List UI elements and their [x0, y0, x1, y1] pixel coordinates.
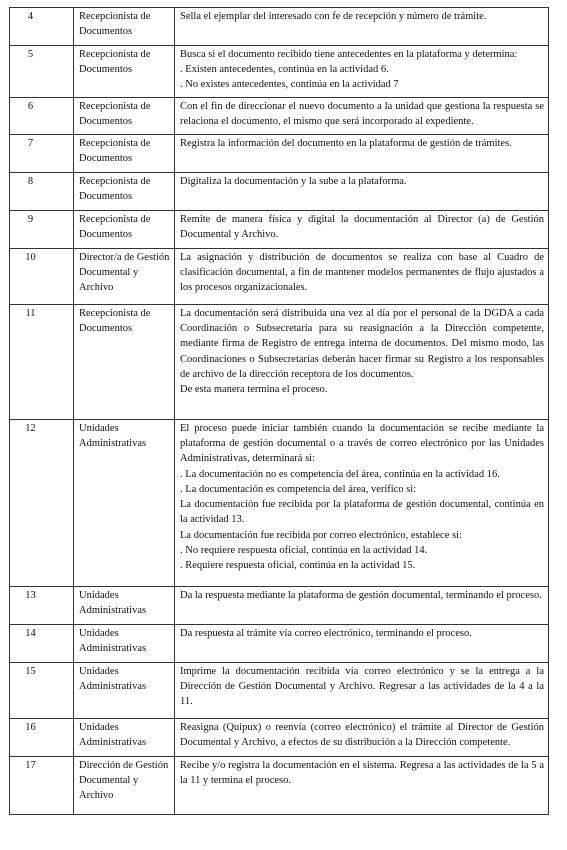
activity-row: [10, 587, 549, 625]
description-line: . La documentación es competencia del área, verifico si:: [180, 483, 417, 495]
activity-responsible: Recepcionista de Documentos: [74, 135, 175, 173]
description-line: La documentación será distribuida una vez al día por el personal de la DGDA a cada Coordinación o Subsecretaría para su reasignación a la Dirección competente, mediante firma de Registro de entrega interna de documentos. Del mismo modo, las Coordinaciones o Subsecretarías deberán hacer firmar su Registro a los responsables de archivo de la dirección receptora de los documentos.: [180, 308, 544, 380]
description-line: . Existen antecedentes, continúa en la actividad 6.: [180, 64, 389, 76]
activity-responsible: Recepcionista de Documentos: [74, 98, 175, 135]
activity-row: [10, 719, 549, 757]
activity-number: 11: [10, 305, 74, 420]
activity-description: [175, 173, 549, 211]
activity-number: 16: [10, 719, 74, 757]
description-line: Remite de manera física y digital la documentación al Director (a) de Gestión Documental y Archivo.: [180, 214, 544, 241]
activity-number: 9: [10, 211, 74, 249]
description-line: Da respuesta al trámite vía correo electrónico, terminando el proceso.: [180, 628, 472, 639]
activity-responsible: Unidades Administrativas: [74, 587, 175, 625]
activity-number: 4: [10, 8, 74, 46]
description-line: Registra la información del documento en la plataforma de gestión de trámites.: [180, 138, 512, 149]
activity-row: [10, 211, 549, 249]
description-line: . No existes antecedentes, continúa en la actividad 7: [180, 79, 399, 91]
description-line: Busca si el documento recibido tiene antecedentes en la plataforma y determina:: [180, 49, 518, 60]
activity-number: 7: [10, 135, 74, 173]
activity-description: [175, 135, 549, 173]
activity-responsible: Recepcionista de Documentos: [74, 173, 175, 211]
activity-row: [10, 757, 549, 815]
activity-responsible: Recepcionista de Documentos: [74, 305, 175, 420]
activity-responsible: Unidades Administrativas: [74, 420, 175, 587]
activity-description: [175, 719, 549, 757]
activity-responsible: Unidades Administrativas: [74, 625, 175, 663]
activity-number: 12: [10, 420, 74, 587]
activity-table: [9, 7, 549, 815]
activity-description: [175, 625, 549, 663]
activity-row: [10, 46, 549, 98]
activity-number: 5: [10, 46, 74, 98]
activity-description: [175, 587, 549, 625]
activity-row: [10, 420, 549, 587]
description-line: La asignación y distribución de documentos se realiza con base al Cuadro de clasificación documental, a fin de mantener modelos permanentes de flujo ajustados a los procesos organizacionales.: [180, 252, 544, 294]
activity-row: [10, 305, 549, 420]
description-line: . La documentación no es competencia del área, continúa en la actividad 16.: [180, 468, 500, 480]
activity-responsible: Unidades Administrativas: [74, 719, 175, 757]
activity-responsible: Recepcionista de Documentos: [74, 46, 175, 98]
description-line: La documentación fue recibida por la plataforma de gestión documental, continúa en la actividad 13.: [180, 499, 544, 526]
activity-number: 6: [10, 98, 74, 135]
description-line: Sella el ejemplar del interesado con fe de recepción y número de trámite.: [180, 11, 487, 22]
description-line: De esta manera termina el proceso.: [180, 384, 328, 396]
activity-description: [175, 211, 549, 249]
activity-row: [10, 135, 549, 173]
activity-description: [175, 420, 549, 587]
activity-description: [175, 757, 549, 815]
activity-number: 10: [10, 249, 74, 305]
activity-row: [10, 249, 549, 305]
activity-number: 14: [10, 625, 74, 663]
description-line: . No requiere respuesta oficial, continúa en la actividad 14.: [180, 544, 428, 556]
activity-row: [10, 173, 549, 211]
description-line: . Requiere respuesta oficial, continúa en la actividad 15.: [180, 559, 416, 571]
activity-row: [10, 98, 549, 135]
activity-description: [175, 305, 549, 420]
activity-responsible: Dirección de Gestión Documental y Archivo: [74, 757, 175, 815]
activity-responsible: Recepcionista de Documentos: [74, 8, 175, 46]
description-line: Da la respuesta mediante la plataforma de gestión documental, terminando el proceso.: [180, 590, 542, 601]
description-line: Recibe y/o registra la documentación en el sistema. Regresa a las actividades de la 5 a la 11 y termina el proceso.: [180, 760, 544, 787]
activity-number: 15: [10, 663, 74, 719]
activity-number: 17: [10, 757, 74, 815]
description-line: Reasigna (Quipux) o reenvía (correo electrónico) el trámite al Director de Gestión Documental y Archivo, a efectos de su distribución a la Dirección competente.: [180, 722, 544, 749]
activity-responsible: Unidades Administrativas: [74, 663, 175, 719]
activity-row: [10, 8, 549, 46]
activity-description: [175, 98, 549, 135]
activity-row: [10, 663, 549, 719]
activity-number: 13: [10, 587, 74, 625]
activity-description: [175, 46, 549, 98]
activity-responsible: Recepcionista de Documentos: [74, 211, 175, 249]
description-line: Con el fin de direccionar el nuevo documento a la unidad que gestiona la respuesta se relaciona el documento, el mismo que será incorporado al expediente.: [180, 101, 544, 128]
activity-table-body: [10, 8, 549, 815]
description-line: Imprime la documentación recibida vía correo electrónico y se la entrega a la Dirección de Gestión Documental y Archivo. Regresar a las actividades de la 4 a la 11.: [180, 666, 544, 708]
activity-description: [175, 249, 549, 305]
description-line: La documentación fue recibida por correo electrónico, establece si:: [180, 529, 462, 541]
activity-number: 8: [10, 173, 74, 211]
activity-description: [175, 663, 549, 719]
activity-row: [10, 625, 549, 663]
activity-description: [175, 8, 549, 46]
description-line: El proceso puede iniciar también cuando la documentación se recibe mediante la plataforma de gestión documental o a través de correo electrónico por las Unidades Administrativas, determinará si:: [180, 423, 544, 465]
description-line: Digitaliza la documentación y la sube a la plataforma.: [180, 176, 407, 187]
activity-responsible: Director/a de Gestión Documental y Archivo: [74, 249, 175, 305]
